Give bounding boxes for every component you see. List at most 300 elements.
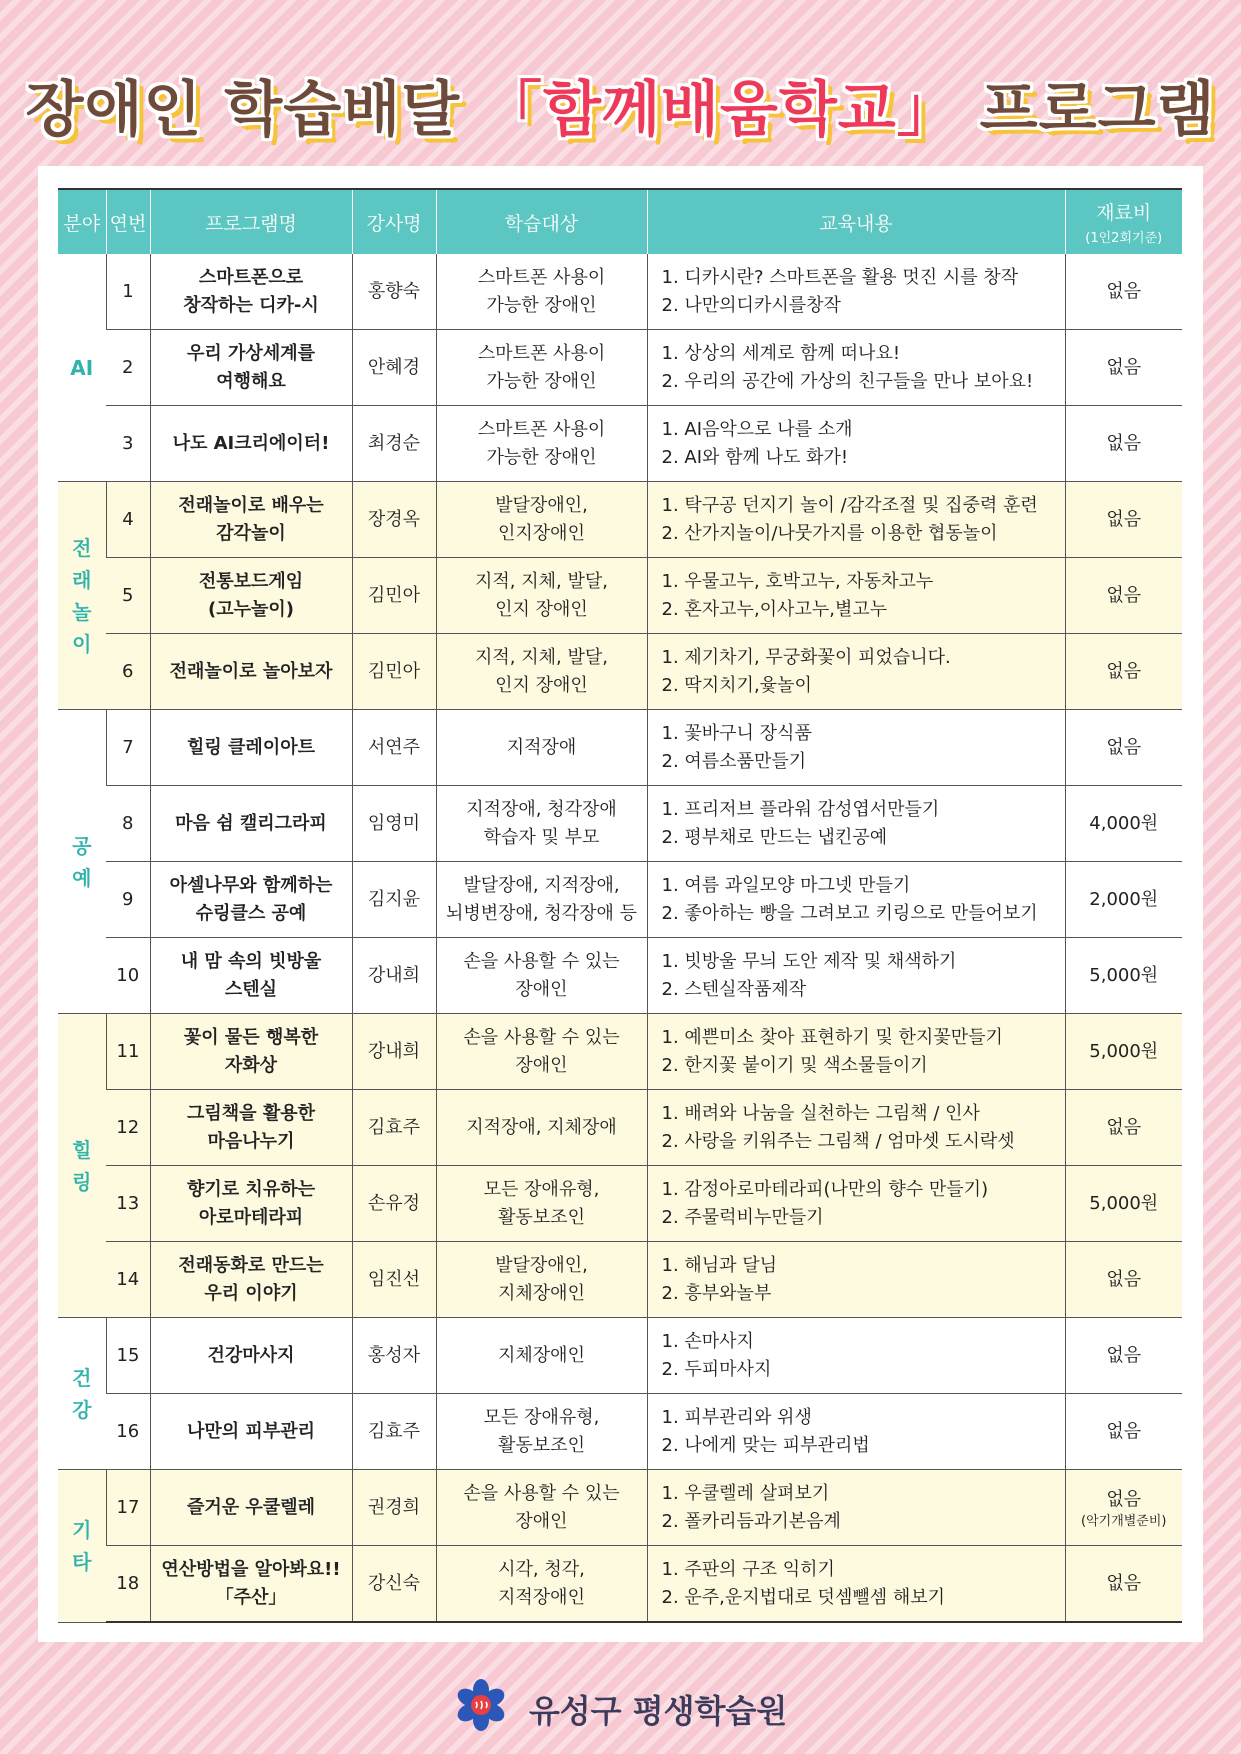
instructor-name: 강내희 xyxy=(367,964,421,986)
title-part1: 장애인 학습배달 xyxy=(25,75,461,145)
target-cell xyxy=(436,1318,647,1394)
target-cell xyxy=(436,1166,647,1242)
content-line2: 2. 흥부와놀부 xyxy=(661,1282,772,1304)
target-line1: 지적장애 xyxy=(506,736,577,758)
fee-value: 2,000원 xyxy=(1089,888,1159,910)
content-line1: 1. 해님과 달님 xyxy=(661,1254,778,1276)
content-line1: 1. 빗방울 무늬 도안 제작 및 채색하기 xyxy=(661,950,957,972)
program-name-cell xyxy=(150,1090,352,1166)
table-body xyxy=(58,254,1182,1622)
target-line1: 발달장애인, xyxy=(495,1254,588,1276)
title-highlight: 「함께배움학교」 xyxy=(482,75,958,145)
target-cell xyxy=(436,1394,647,1470)
target-line2: 장애인 xyxy=(515,978,568,1000)
content-line1: 1. 제기차기, 무궁화꽃이 피었습니다. xyxy=(661,646,951,668)
target-cell xyxy=(436,862,647,938)
program-name-cell xyxy=(150,1318,352,1394)
content-line2: 2. 주물럭비누만들기 xyxy=(661,1206,824,1228)
content-line2: 2. 운주,운지법대로 덧셈뺄셈 해보기 xyxy=(661,1586,945,1608)
program-name-cell xyxy=(150,406,352,482)
instructor-name: 안혜경 xyxy=(367,356,421,378)
no-cell xyxy=(106,558,150,634)
program-name-line1: 전통보드게임 xyxy=(198,570,304,592)
content-cell xyxy=(647,482,1065,558)
fee-cell xyxy=(1065,1090,1182,1166)
category-cell-craft xyxy=(58,710,106,1014)
instructor-name: 김효주 xyxy=(367,1420,421,1442)
no-cell xyxy=(106,1470,150,1546)
fee-cell xyxy=(1065,1242,1182,1318)
content-line2: 2. 좋아하는 빵을 그려보고 키링으로 만들어보기 xyxy=(661,902,1038,924)
content-line1: 1. AI음악으로 나를 소개 xyxy=(661,418,853,440)
fee-cell xyxy=(1065,1318,1182,1394)
fee-cell xyxy=(1065,1166,1182,1242)
header-fee xyxy=(1065,189,1182,254)
program-name-line1: 아셀나무와 함께하는 xyxy=(169,874,333,896)
table-row xyxy=(58,1090,1182,1166)
instructor-cell xyxy=(352,786,436,862)
instructor-cell xyxy=(352,1014,436,1090)
category-cell-etc xyxy=(58,1470,106,1623)
content-line1: 1. 손마사지 xyxy=(661,1330,754,1352)
no-cell xyxy=(106,1546,150,1623)
target-line2: 활동보조인 xyxy=(498,1206,585,1228)
content-line1: 1. 상상의 세계로 함께 떠나요! xyxy=(661,342,901,364)
program-name-line1: 내 맘 속의 빗방울 xyxy=(180,950,322,972)
content-line1: 1. 우쿨렐레 살펴보기 xyxy=(661,1482,830,1504)
fee-value: 없음 xyxy=(1106,1488,1142,1510)
content-line1: 1. 예쁜미소 찾아 표현하기 및 한지꽃만들기 xyxy=(661,1026,1003,1048)
target-line1: 손을 사용할 수 있는 xyxy=(463,1482,620,1504)
program-name-line2: 자화상 xyxy=(224,1054,278,1076)
row-number: 5 xyxy=(122,584,134,606)
program-name-line2: 스텐실 xyxy=(224,978,278,1000)
program-name-line1: 마음 쉼 캘리그라피 xyxy=(175,812,327,834)
fee-value: 없음 xyxy=(1106,508,1142,530)
program-name-cell xyxy=(150,1242,352,1318)
content-cell xyxy=(647,1242,1065,1318)
instructor-cell xyxy=(352,1242,436,1318)
category-label: 힐 링 xyxy=(72,1137,92,1194)
program-name-line1: 꽃이 물든 행복한 xyxy=(183,1026,319,1048)
category-label: 전 래 놀 이 xyxy=(72,535,92,656)
fee-value: 없음 xyxy=(1106,1572,1142,1594)
target-cell xyxy=(436,1470,647,1546)
content-cell xyxy=(647,558,1065,634)
content-line1: 1. 여름 과일모양 마그넷 만들기 xyxy=(661,874,911,896)
table-row xyxy=(58,330,1182,406)
fee-value: 없음 xyxy=(1106,584,1142,606)
category-cell-health xyxy=(58,1318,106,1470)
target-cell xyxy=(436,938,647,1014)
category-cell-healing xyxy=(58,1014,106,1318)
program-name-line2: 감각놀이 xyxy=(216,522,286,544)
table-row xyxy=(58,938,1182,1014)
target-cell xyxy=(436,558,647,634)
content-cell xyxy=(647,1546,1065,1623)
program-name-cell xyxy=(150,1470,352,1546)
target-line2: 인지 장애인 xyxy=(495,674,588,696)
target-line1: 스마트폰 사용이 xyxy=(477,418,606,440)
target-line2: 가능한 장애인 xyxy=(486,294,597,316)
target-line2: 지체장애인 xyxy=(498,1282,585,1304)
content-cell xyxy=(647,1318,1065,1394)
row-number: 7 xyxy=(122,736,134,758)
no-cell xyxy=(106,1394,150,1470)
no-cell xyxy=(106,1014,150,1090)
no-cell xyxy=(106,254,150,330)
target-cell xyxy=(436,254,647,330)
no-cell xyxy=(106,938,150,1014)
fee-cell xyxy=(1065,862,1182,938)
fee-cell xyxy=(1065,1014,1182,1090)
instructor-cell xyxy=(352,330,436,406)
program-name-cell xyxy=(150,1014,352,1090)
target-cell xyxy=(436,482,647,558)
table-row xyxy=(58,1546,1182,1623)
program-name-line1: 나도 AI크리에이터! xyxy=(172,432,330,454)
fee-cell xyxy=(1065,1470,1182,1546)
no-cell xyxy=(106,786,150,862)
program-name-cell xyxy=(150,862,352,938)
instructor-name: 임진선 xyxy=(367,1268,421,1290)
instructor-cell xyxy=(352,254,436,330)
no-cell xyxy=(106,710,150,786)
table-row xyxy=(58,406,1182,482)
header-category: 분야 xyxy=(58,189,106,254)
category-label: 공 예 xyxy=(72,833,92,890)
fee-value: 5,000원 xyxy=(1089,964,1159,986)
row-number: 8 xyxy=(122,812,134,834)
row-number: 14 xyxy=(116,1268,140,1290)
content-cell xyxy=(647,786,1065,862)
instructor-name: 권경희 xyxy=(367,1496,421,1518)
instructor-name: 장경옥 xyxy=(367,508,421,530)
table-row xyxy=(58,634,1182,710)
program-name-cell xyxy=(150,1546,352,1623)
program-name-line2: 슈링클스 공예 xyxy=(195,902,307,924)
content-line1: 1. 꽃바구니 장식품 xyxy=(661,722,812,744)
row-number: 9 xyxy=(122,888,134,910)
content-line1: 1. 프리저브 플라워 감성엽서만들기 xyxy=(661,798,940,820)
row-number: 17 xyxy=(116,1496,140,1518)
fee-cell xyxy=(1065,1394,1182,1470)
target-line1: 스마트폰 사용이 xyxy=(477,342,606,364)
no-cell xyxy=(106,330,150,406)
content-line2: 2. 나만의디카시를창작 xyxy=(661,294,841,316)
fee-note: (악기개별준비) xyxy=(1081,1513,1167,1529)
program-name-line1: 전래동화로 만드는 xyxy=(178,1254,324,1276)
content-cell xyxy=(647,254,1065,330)
fee-cell xyxy=(1065,1546,1182,1623)
program-name-line1: 건강마사지 xyxy=(207,1344,295,1366)
program-name-line1: 전래놀이로 배우는 xyxy=(178,494,324,516)
row-number: 13 xyxy=(116,1192,140,1214)
target-line1: 지적장애, 지체장애 xyxy=(466,1116,617,1138)
table-row xyxy=(58,1394,1182,1470)
row-number: 1 xyxy=(122,280,134,302)
content-line2: 2. 한지꽃 붙이기 및 색소물들이기 xyxy=(661,1054,928,1076)
content-line2: 2. 우리의 공간에 가상의 친구들을 만나 보아요! xyxy=(661,370,1034,392)
program-name-cell xyxy=(150,786,352,862)
content-line2: 2. 사랑을 키워주는 그림책 / 엄마셋 도시락셋 xyxy=(661,1130,1015,1152)
program-name-line2: (고누놀이) xyxy=(207,598,294,620)
content-line1: 1. 피부관리와 위생 xyxy=(661,1406,812,1428)
program-name-line2: 창작하는 디카-시 xyxy=(183,294,319,316)
no-cell xyxy=(106,634,150,710)
target-line1: 손을 사용할 수 있는 xyxy=(463,950,620,972)
target-line2: 활동보조인 xyxy=(498,1434,585,1456)
instructor-name: 홍향숙 xyxy=(367,280,421,302)
target-cell xyxy=(436,1014,647,1090)
fee-value: 없음 xyxy=(1106,432,1142,454)
content-line1: 1. 우물고누, 호박고누, 자동차고누 xyxy=(661,570,934,592)
fee-value: 없음 xyxy=(1106,736,1142,758)
instructor-cell xyxy=(352,1318,436,1394)
table-row xyxy=(58,482,1182,558)
fee-value: 없음 xyxy=(1106,660,1142,682)
fee-cell xyxy=(1065,634,1182,710)
instructor-cell xyxy=(352,710,436,786)
fee-cell xyxy=(1065,330,1182,406)
target-line2: 지적장애인 xyxy=(498,1586,585,1608)
content-line2: 2. 나에게 맞는 피부관리법 xyxy=(661,1434,870,1456)
instructor-name: 임영미 xyxy=(367,812,421,834)
no-cell xyxy=(106,1242,150,1318)
program-name-cell xyxy=(150,482,352,558)
content-line2: 2. 딱지치기,윷놀이 xyxy=(661,674,812,696)
table-row xyxy=(58,558,1182,634)
target-cell xyxy=(436,786,647,862)
instructor-name: 최경순 xyxy=(367,432,421,454)
target-line1: 지체장애인 xyxy=(498,1344,585,1366)
target-line1: 모든 장애유형, xyxy=(483,1406,600,1428)
content-cell xyxy=(647,1090,1065,1166)
target-line2: 인지 장애인 xyxy=(495,598,588,620)
target-line1: 손을 사용할 수 있는 xyxy=(463,1026,620,1048)
program-name-cell xyxy=(150,1166,352,1242)
content-cell xyxy=(647,1470,1065,1546)
program-name-line1: 그림책을 활용한 xyxy=(187,1102,315,1124)
target-line1: 지적장애, 청각장애 xyxy=(466,798,617,820)
header-program: 프로그램명 xyxy=(150,189,352,254)
program-name-cell xyxy=(150,710,352,786)
fee-cell xyxy=(1065,254,1182,330)
instructor-cell xyxy=(352,634,436,710)
title-part2: 프로그램 xyxy=(979,75,1216,145)
target-line2: 장애인 xyxy=(515,1510,568,1532)
instructor-cell xyxy=(352,482,436,558)
footer xyxy=(0,1678,1241,1740)
content-cell xyxy=(647,406,1065,482)
target-cell xyxy=(436,710,647,786)
fee-value: 4,000원 xyxy=(1089,812,1159,834)
row-number: 4 xyxy=(122,508,134,530)
target-line1: 지적, 지체, 발달, xyxy=(475,570,608,592)
content-cell xyxy=(647,1166,1065,1242)
program-name-line1: 즐거운 우쿨렐레 xyxy=(187,1496,315,1518)
content-line1: 1. 감정아로마테라피(나만의 향수 만들기) xyxy=(661,1178,989,1200)
table-header-row xyxy=(58,189,1182,254)
table-row xyxy=(58,1242,1182,1318)
table-row xyxy=(58,862,1182,938)
fee-value: 없음 xyxy=(1106,1116,1142,1138)
instructor-cell xyxy=(352,406,436,482)
target-line1: 발달장애인, xyxy=(495,494,588,516)
table-row xyxy=(58,254,1182,330)
fee-cell xyxy=(1065,482,1182,558)
category-label: 건 강 xyxy=(72,1365,92,1422)
instructor-name: 김민아 xyxy=(367,660,421,682)
content-line1: 1. 디카시란? 스마트폰을 활용 멋진 시를 창작 xyxy=(661,266,1019,288)
instructor-name: 강내희 xyxy=(367,1040,421,1062)
header-fee-label: 재료비 xyxy=(1096,202,1152,224)
no-cell xyxy=(106,1090,150,1166)
row-number: 16 xyxy=(116,1420,140,1442)
instructor-name: 손유정 xyxy=(367,1192,421,1214)
target-line1: 발달장애, 지적장애, xyxy=(463,874,620,896)
content-cell xyxy=(647,330,1065,406)
header-no: 연번 xyxy=(106,189,150,254)
target-line1: 스마트폰 사용이 xyxy=(477,266,606,288)
program-name-cell xyxy=(150,938,352,1014)
fee-cell xyxy=(1065,710,1182,786)
content-line1: 1. 탁구공 던지기 놀이 /감각조절 및 집중력 훈련 xyxy=(661,494,1038,516)
program-name-cell xyxy=(150,254,352,330)
target-cell xyxy=(436,330,647,406)
content-line2: 2. 평부채로 만드는 냅킨공예 xyxy=(661,826,888,848)
fee-value: 없음 xyxy=(1106,280,1142,302)
fee-cell xyxy=(1065,558,1182,634)
table-row xyxy=(58,1470,1182,1546)
instructor-cell xyxy=(352,1090,436,1166)
instructor-cell xyxy=(352,1470,436,1546)
program-name-line2: 여행해요 xyxy=(216,370,286,392)
program-name-cell xyxy=(150,558,352,634)
content-line2: 2. 스텐실작품제작 xyxy=(661,978,807,1000)
category-cell-traditional xyxy=(58,482,106,710)
program-name-line1: 우리 가상세계를 xyxy=(187,342,315,364)
row-number: 2 xyxy=(122,356,134,378)
content-cell xyxy=(647,1014,1065,1090)
content-line1: 1. 배려와 나눔을 실천하는 그림책 / 인사 xyxy=(661,1102,980,1124)
no-cell xyxy=(106,406,150,482)
program-table xyxy=(58,188,1182,1623)
table-row xyxy=(58,1166,1182,1242)
program-name-cell xyxy=(150,1394,352,1470)
program-name-cell xyxy=(150,330,352,406)
target-line2: 가능한 장애인 xyxy=(486,446,597,468)
header-target: 학습대상 xyxy=(436,189,647,254)
instructor-cell xyxy=(352,1546,436,1623)
header-content: 교육내용 xyxy=(647,189,1065,254)
category-cell-ai xyxy=(58,254,106,482)
content-line2: 2. 폴카리듬과기본음계 xyxy=(661,1510,841,1532)
instructor-name: 강신숙 xyxy=(367,1572,421,1594)
target-line1: 시각, 청각, xyxy=(498,1558,585,1580)
program-name-line2: 마음나누기 xyxy=(207,1130,295,1152)
instructor-name: 서연주 xyxy=(367,736,421,758)
no-cell xyxy=(106,862,150,938)
row-number: 11 xyxy=(116,1040,140,1062)
target-line2: 장애인 xyxy=(515,1054,568,1076)
content-cell xyxy=(647,862,1065,938)
target-cell xyxy=(436,1242,647,1318)
row-number: 3 xyxy=(122,432,134,454)
fee-cell xyxy=(1065,406,1182,482)
target-line1: 지적, 지체, 발달, xyxy=(475,646,608,668)
content-cell xyxy=(647,1394,1065,1470)
fee-value: 5,000원 xyxy=(1089,1192,1159,1214)
instructor-cell xyxy=(352,1394,436,1470)
no-cell xyxy=(106,482,150,558)
instructor-name: 김효주 xyxy=(367,1116,421,1138)
instructor-cell xyxy=(352,862,436,938)
fee-value: 없음 xyxy=(1106,1344,1142,1366)
instructor-name: 김민아 xyxy=(367,584,421,606)
table-row xyxy=(58,1318,1182,1394)
program-card xyxy=(38,166,1203,1642)
category-label: 기 타 xyxy=(72,1517,92,1574)
instructor-name: 김지윤 xyxy=(367,888,421,910)
footer-org-name: 유성구 평생학습원 xyxy=(528,1692,788,1730)
program-name-line1: 스마트폰으로 xyxy=(198,266,304,288)
row-number: 12 xyxy=(116,1116,140,1138)
content-line1: 1. 주판의 구조 익히기 xyxy=(661,1558,835,1580)
content-cell xyxy=(647,938,1065,1014)
target-line1: 모든 장애유형, xyxy=(483,1178,600,1200)
content-line2: 2. 산가지놀이/나뭇가지를 이용한 협동놀이 xyxy=(661,522,998,544)
program-name-cell xyxy=(150,634,352,710)
program-name-line1: 전래놀이로 놀아보자 xyxy=(169,660,333,682)
target-cell xyxy=(436,1546,647,1623)
program-name-line1: 연산방법을 알아봐요!! xyxy=(161,1558,341,1580)
yuseong-flower-logo-icon xyxy=(454,1678,508,1740)
row-number: 6 xyxy=(122,660,134,682)
header-instructor: 강사명 xyxy=(352,189,436,254)
content-cell xyxy=(647,710,1065,786)
program-name-line1: 나만의 피부관리 xyxy=(187,1420,315,1442)
fee-value: 없음 xyxy=(1106,1268,1142,1290)
row-number: 10 xyxy=(116,964,140,986)
table-row xyxy=(58,786,1182,862)
table-row xyxy=(58,710,1182,786)
content-line2: 2. 여름소품만들기 xyxy=(661,750,807,772)
fee-cell xyxy=(1065,786,1182,862)
fee-value: 없음 xyxy=(1106,356,1142,378)
row-number: 18 xyxy=(116,1572,140,1594)
content-cell xyxy=(647,634,1065,710)
target-line2: 뇌병변장애, 청각장애 등 xyxy=(445,902,638,924)
page-title xyxy=(0,62,1241,148)
program-name-line2: 아로마테라피 xyxy=(198,1206,304,1228)
target-line2: 가능한 장애인 xyxy=(486,370,597,392)
no-cell xyxy=(106,1318,150,1394)
instructor-cell xyxy=(352,558,436,634)
program-name-line1: 향기로 치유하는 xyxy=(187,1178,315,1200)
instructor-cell xyxy=(352,1166,436,1242)
instructor-cell xyxy=(352,938,436,1014)
target-cell xyxy=(436,406,647,482)
content-line2: 2. 혼자고누,이사고누,별고누 xyxy=(661,598,888,620)
target-line2: 인지장애인 xyxy=(498,522,585,544)
no-cell xyxy=(106,1166,150,1242)
target-line2: 학습자 및 부모 xyxy=(483,826,600,848)
fee-value: 5,000원 xyxy=(1089,1040,1159,1062)
target-cell xyxy=(436,634,647,710)
table-row xyxy=(58,1014,1182,1090)
category-label: AI xyxy=(70,355,94,380)
